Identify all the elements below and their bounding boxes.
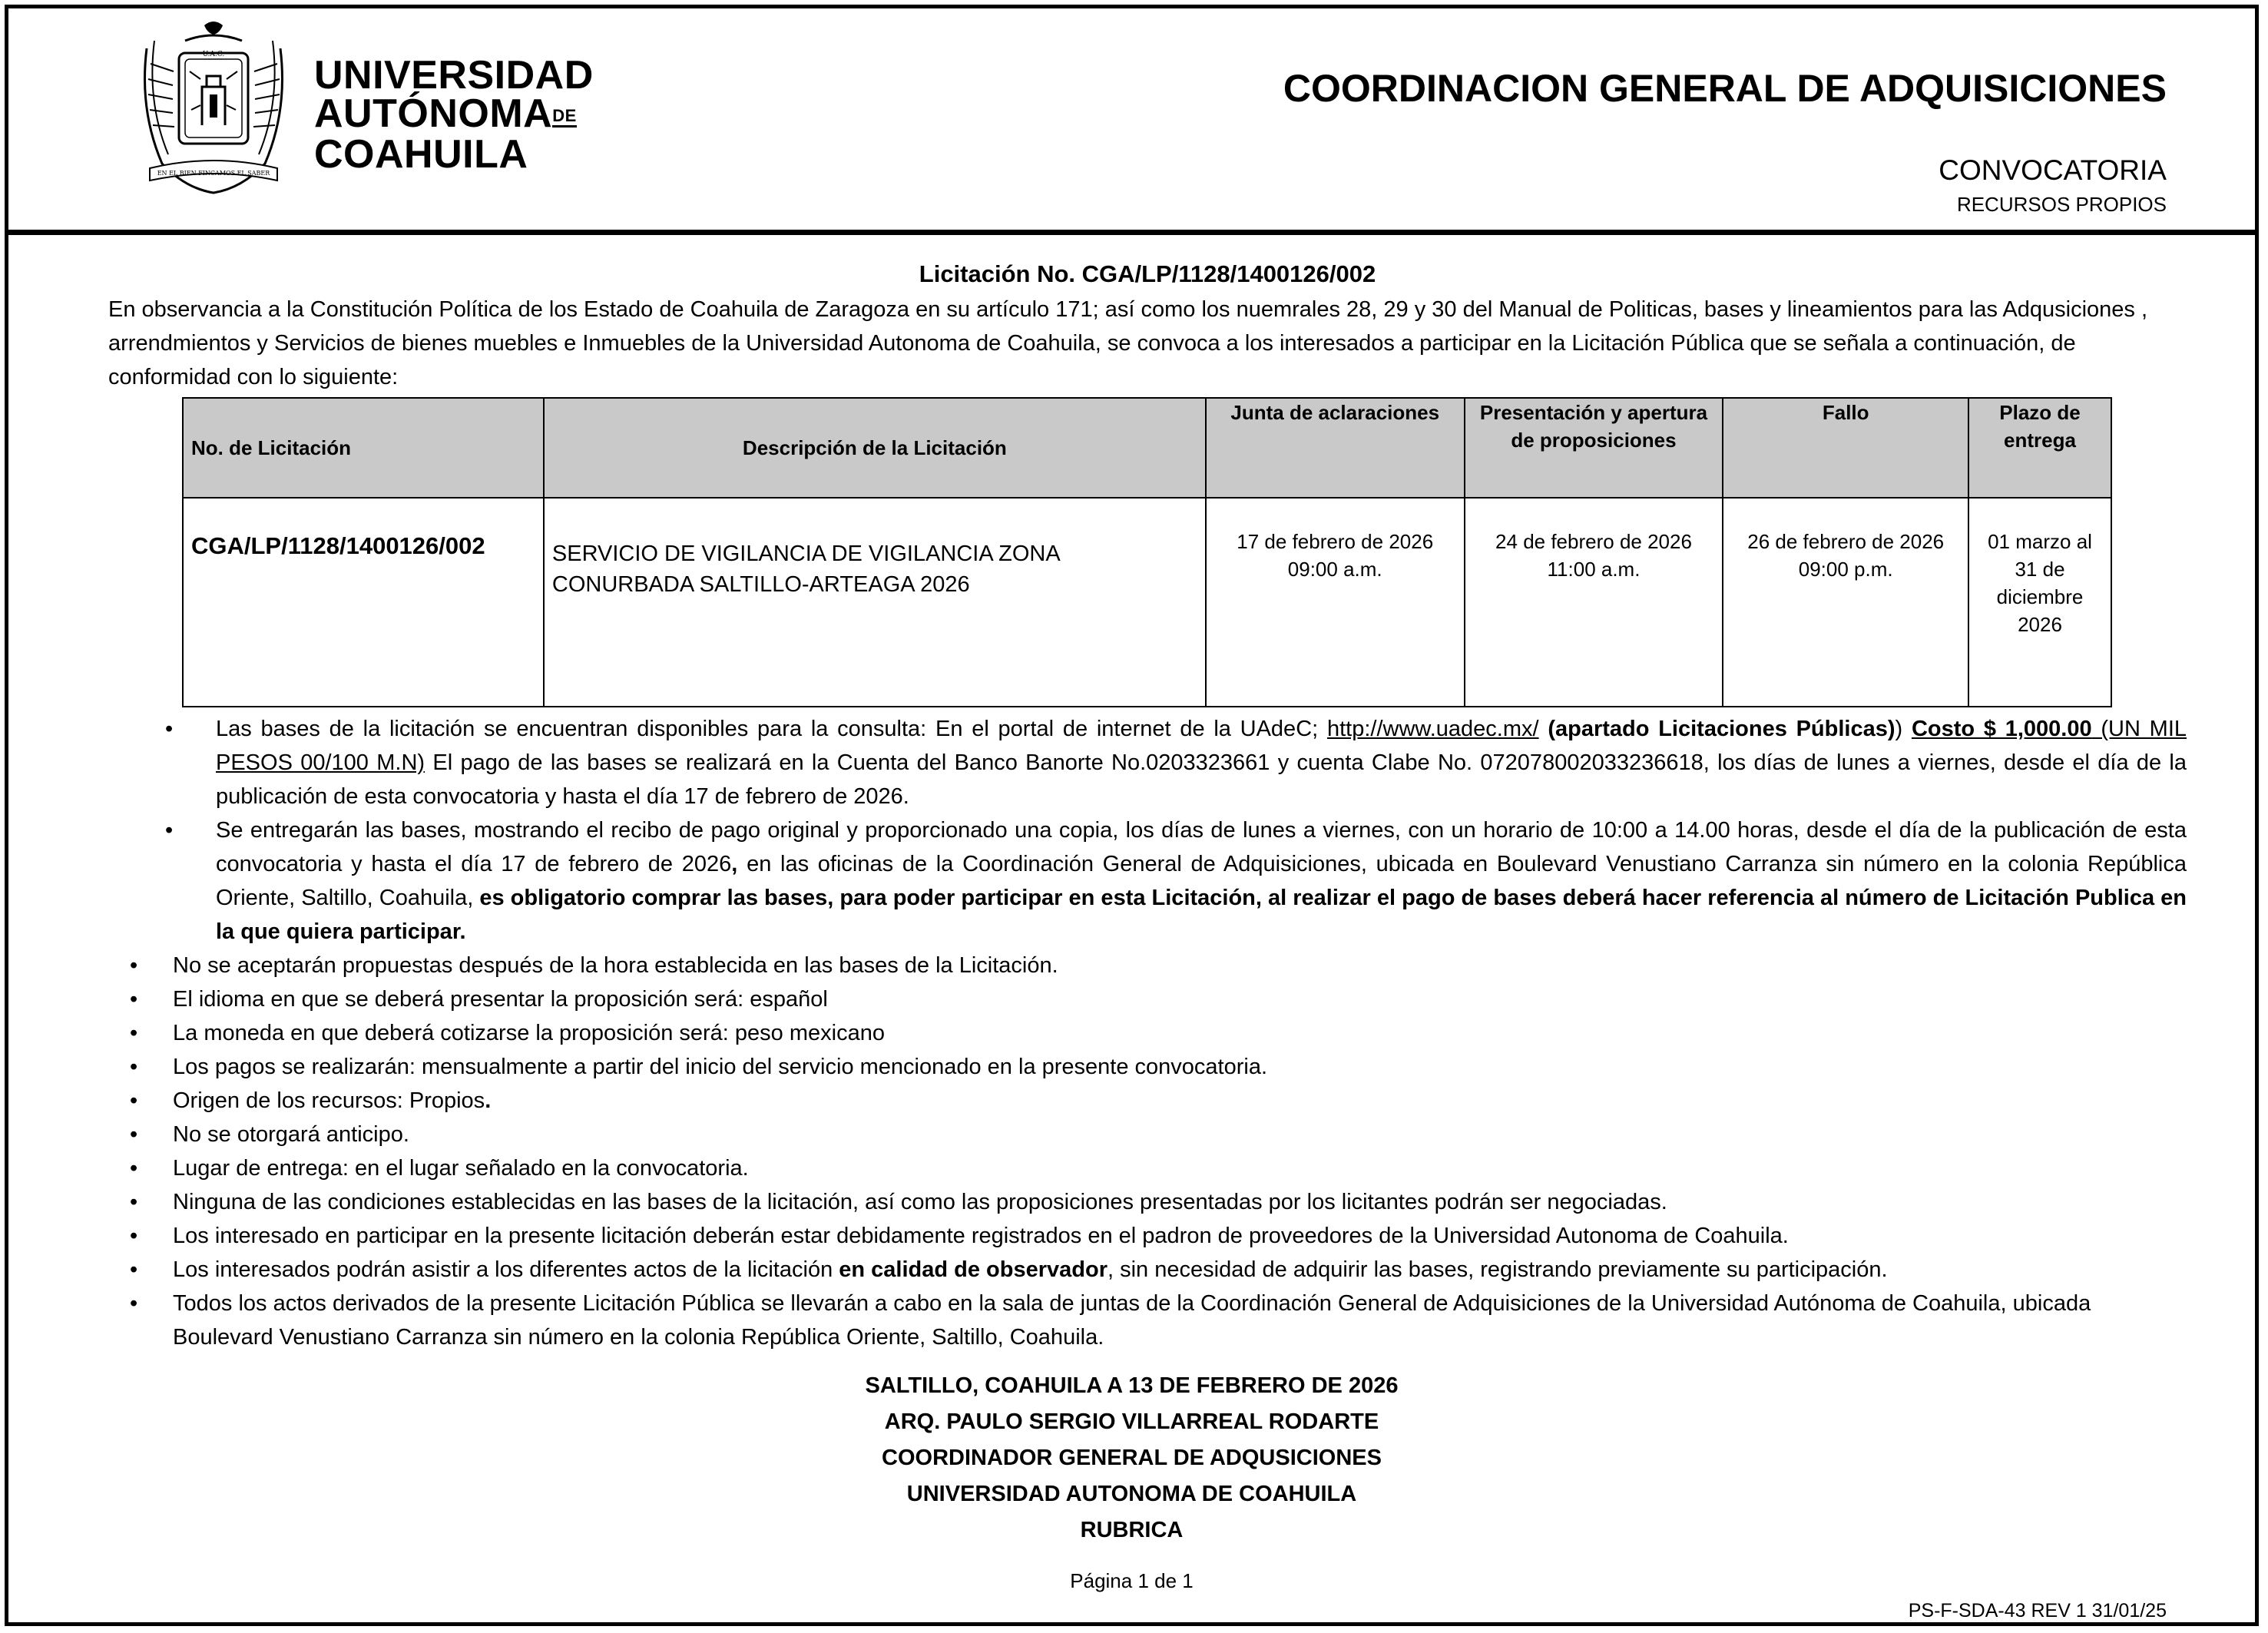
signature-block: SALTILLO, COAHUILA A 13 DE FEBRERO DE 2026 ARQ. PAULO SERGIO VILLARREAL RODARTE COORDINADOR GENERAL DE ADQUSICIONES UNIVERSIDAD AUTONOMA DE COAHUILA RUBRICA [865,1373,1399,1542]
university-name: UNIVERSIDAD AUTÓNOMADE COAHUILA [314,53,594,177]
licitacion-table [182,397,2112,707]
intro-paragraph: En observancia a la Constitución Política de los Estado de Coahuila de Zaragoza en su artículo 171; así como los nuemrales 28, 29 y 30 del Manual de Politicas, bases y lineamientos para las Adqusiciones , arrendmientos y Servicios de bienes muebles e Inmuebles de la Universidad Autonoma de Coahuila, se convoca a los interesados a participar en la Licitación Pública que se señala a continuación, de conformidad con lo siguiente: [108,297,2148,389]
col-header-plazo: Plazo de entrega [1968,398,2111,498]
table-header-row [183,398,2111,498]
cell-numero: CGA/LP/1128/1400126/002 [183,498,544,707]
licitacion-title: Licitación No. CGA/LP/1128/1400126/002 [919,260,1376,287]
list-item: • No se aceptarán propuestas después de la hora establecida en las bases de la Licitación. [108,949,2187,982]
svg-text:EN EL BIEN FINCAMOS EL SABER: EN EL BIEN FINCAMOS EL SABER [157,170,270,177]
document-body [108,254,2187,1354]
cell-plazo: 01 marzo al 31 de diciembre 2026 [1968,498,2111,707]
svg-text:U.A.C.: U.A.C. [202,51,225,58]
header-convocatoria: CONVOCATORIA [1939,154,2167,186]
document-frame [5,5,2259,1626]
list-item: • Ninguna de las condiciones establecidas en las bases de la licitación, así como las proposiciones presentadas por los licitantes podrán ser negociadas. [108,1185,2187,1219]
header [8,8,2255,235]
bases-list [108,712,2187,949]
cell-fallo: 26 de febrero de 2026 09:00 p.m. [1723,498,1968,707]
uadec-link[interactable]: http://www.uadec.mx/ [1326,717,1539,741]
university-logo [131,18,638,198]
list-item: • Todos los actos derivados de la presente Licitación Pública se llevarán a cabo en la sala de juntas de la Coordinación General de Adquisiciones de la Universidad Autónoma de Coahuila, ubicada Boulevard Venustiano Carranza sin número en la colonia República Oriente, Saltillo, Coahuila. [108,1287,2187,1354]
col-header-descripcion: Descripción de la Licitación [544,398,1206,498]
list-item: • Origen de los recursos: Propios. [108,1084,2187,1118]
page-number: Página 1 de 1 [1070,1569,1194,1592]
list-item: • Los pagos se realizarán: mensualmente a partir del inicio del servicio mencionado en la presente convocatoria. [108,1050,2187,1084]
cell-presentacion: 24 de febrero de 2026 11:00 a.m. [1465,498,1723,707]
col-header-junta: Junta de aclaraciones [1206,398,1465,498]
col-header-numero: No. de Licitación [183,398,544,498]
university-seal-icon [131,18,296,196]
conditions-list [108,949,2187,1354]
list-item: • Los interesados podrán asistir a los diferentes actos de la licitación en calidad de observador, sin necesidad de adquirir las bases, registrando previamente su participación. [108,1253,2187,1287]
list-item: • El idioma en que se deberá presentar la proposición será: español [108,982,2187,1016]
cell-junta: 17 de febrero de 2026 09:00 a.m. [1206,498,1465,707]
header-recursos: RECURSOS PROPIOS [1956,193,2167,216]
list-item: • Lugar de entrega: en el lugar señalado en la convocatoria. [108,1151,2187,1185]
list-item: • La moneda en que deberá cotizarse la proposición será: peso mexicano [108,1016,2187,1050]
header-title: COORDINACION GENERAL DE ADQUISICIONES [1283,67,2167,110]
list-item: • No se otorgará anticipo. [108,1118,2187,1151]
table-row [183,498,2111,707]
col-header-presentacion: Presentación y apertura de proposiciones [1465,398,1723,498]
document-code: PS-F-SDA-43 REV 1 31/01/25 [1908,1600,2167,1621]
list-item: • Los interesado en participar en la presente licitación deberán estar debidamente registrados en el padron de proveedores de la Universidad Autonoma de Coahuila. [108,1219,2187,1253]
cell-descripcion: SERVICIO DE VIGILANCIA DE VIGILANCIA ZONA CONURBADA SALTILLO-ARTEAGA 2026 [544,498,1206,707]
list-item: • Se entregarán las bases, mostrando el recibo de pago original y proporcionado una copia, los días de lunes a viernes, con un horario de 10:00 a 14.00 horas, desde el día de la publicación de esta convocatoria y hasta el día 17 de febrero de 2026, en las oficinas de la Coordinación General de Adquisiciones, ubicada en Boulevard Venustiano Carranza sin número en la colonia República Oriente, Saltillo, Coahuila, es obligatorio comprar las bases, para poder participar en esta Licitación, al realizar el pago de bases deberá hacer referencia al número de Licitación Publica en la que quiera participar. [108,813,2187,949]
col-header-fallo: Fallo [1723,398,1968,498]
list-item: • Las bases de la licitación se encuentran disponibles para la consulta: En el portal de internet de la UAdeC; http://www.uadec.mx/ (apartado Licitaciones Públicas)) Costo $ 1,000.00 (UN MIL PESOS 00/100 M.N) El pago de las bases se realizará en la Cuenta del Banco Banorte No.0203323661 y cuenta Clabe No. 072078002033236618, los días de lunes a viernes, desde el día de la publicación de esta convocatoria y hasta el día 17 de febrero de 2026. [108,712,2187,813]
